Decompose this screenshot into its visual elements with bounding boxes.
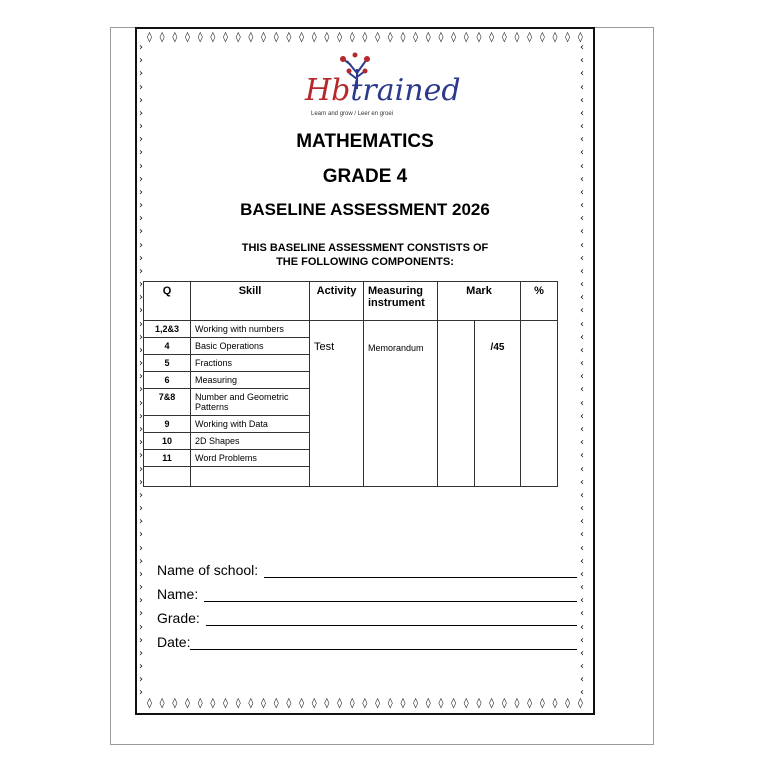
- border-pattern-top: ◊ ◊ ◊ ◊ ◊ ◊ ◊ ◊ ◊ ◊ ◊ ◊ ◊ ◊ ◊ ◊ ◊ ◊ ◊ ◊ ◊ ◊ ◊ ◊ ◊ ◊ ◊ ◊ ◊ ◊ ◊ ◊ ◊ ◊ ◊: [147, 32, 583, 43]
- mark-total-cell: /45: [475, 321, 521, 487]
- grade-title: GRADE 4: [322, 166, 408, 187]
- q-number: 7&8: [144, 389, 191, 416]
- grade-field[interactable]: [157, 602, 577, 626]
- intro-line-2: THE FOLLOWING COMPONENTS:: [276, 256, 454, 268]
- header-mark: Mark: [438, 282, 521, 321]
- q-number: 9: [144, 416, 191, 433]
- table-row: [144, 321, 558, 338]
- q-number: 11: [144, 450, 191, 467]
- skill-cell: 2D Shapes: [191, 433, 310, 450]
- name-label: Name:: [157, 586, 199, 602]
- school-name-field[interactable]: [157, 554, 577, 578]
- skill-cell: Working with Data: [191, 416, 310, 433]
- grade-label: Grade:: [157, 610, 200, 626]
- date-label: Date:: [157, 634, 191, 650]
- border-pattern-left: › › › › › › › › › › › › › › › › › › › › › › › › › › › › › › › › › › › › › › › › › › › › › › › › › ›: [139, 43, 143, 699]
- mark-obtained-cell: [438, 321, 475, 487]
- grade-line[interactable]: [206, 609, 577, 626]
- logo-wordmark: [305, 73, 461, 108]
- school-name-label: Name of school:: [157, 562, 259, 578]
- skill-cell: Basic Operations: [191, 338, 310, 355]
- skill-cell: Word Problems: [191, 450, 310, 467]
- school-name-line[interactable]: [264, 561, 577, 578]
- skill-cell: Fractions: [191, 355, 310, 372]
- q-number-empty: [144, 467, 191, 487]
- header-q: Q: [144, 282, 191, 321]
- skill-cell: Number and Geometric Patterns: [191, 389, 310, 416]
- components-intro: [137, 241, 593, 269]
- instrument-cell: Memorandum: [364, 321, 438, 487]
- skill-cell: Working with numbers: [191, 321, 310, 338]
- header-instrument: Measuring instrument: [364, 282, 438, 321]
- table-header-row: [144, 282, 558, 321]
- hbtrained-logo: [297, 51, 477, 121]
- subject-title: MATHEMATICS: [296, 131, 434, 152]
- intro-line-1: THIS BASELINE ASSESSMENT CONSTISTS OF: [241, 242, 489, 254]
- components-table: [143, 281, 558, 487]
- border-pattern-right: ‹ ‹ ‹ ‹ ‹ ‹ ‹ ‹ ‹ ‹ ‹ ‹ ‹ ‹ ‹ ‹ ‹ ‹ ‹ ‹ ‹ ‹ ‹ ‹ ‹ ‹ ‹ ‹ ‹ ‹ ‹ ‹ ‹ ‹ ‹ ‹ ‹ ‹ ‹ ‹ ‹ ‹ ‹ ‹ ‹ ‹ ‹ ‹ ‹ ‹: [580, 43, 584, 699]
- name-field[interactable]: [157, 578, 577, 602]
- header-skill: Skill: [191, 282, 310, 321]
- q-number: 1,2&3: [144, 321, 191, 338]
- assessment-title: BASELINE ASSESSMENT 2026: [240, 200, 490, 219]
- logo-tagline: Learn and grow / Leer en groei: [311, 111, 394, 117]
- q-number: 4: [144, 338, 191, 355]
- date-line[interactable]: [190, 633, 577, 650]
- activity-cell: Test: [310, 321, 364, 487]
- header-percent: %: [521, 282, 558, 321]
- header-activity: Activity: [310, 282, 364, 321]
- skill-cell-empty: [191, 467, 310, 487]
- decorative-frame: [135, 27, 595, 715]
- q-number: 6: [144, 372, 191, 389]
- skill-cell: Measuring: [191, 372, 310, 389]
- q-number: 5: [144, 355, 191, 372]
- student-details: [157, 554, 577, 650]
- border-pattern-bottom: ◊ ◊ ◊ ◊ ◊ ◊ ◊ ◊ ◊ ◊ ◊ ◊ ◊ ◊ ◊ ◊ ◊ ◊ ◊ ◊ ◊ ◊ ◊ ◊ ◊ ◊ ◊ ◊ ◊ ◊ ◊ ◊ ◊ ◊ ◊: [147, 698, 583, 709]
- logo-brand-blue: trained: [350, 73, 461, 108]
- name-line[interactable]: [204, 585, 577, 602]
- percent-cell: [521, 321, 558, 487]
- q-number: 10: [144, 433, 191, 450]
- logo-brand-red: Hb: [305, 73, 351, 108]
- date-field[interactable]: [157, 626, 577, 650]
